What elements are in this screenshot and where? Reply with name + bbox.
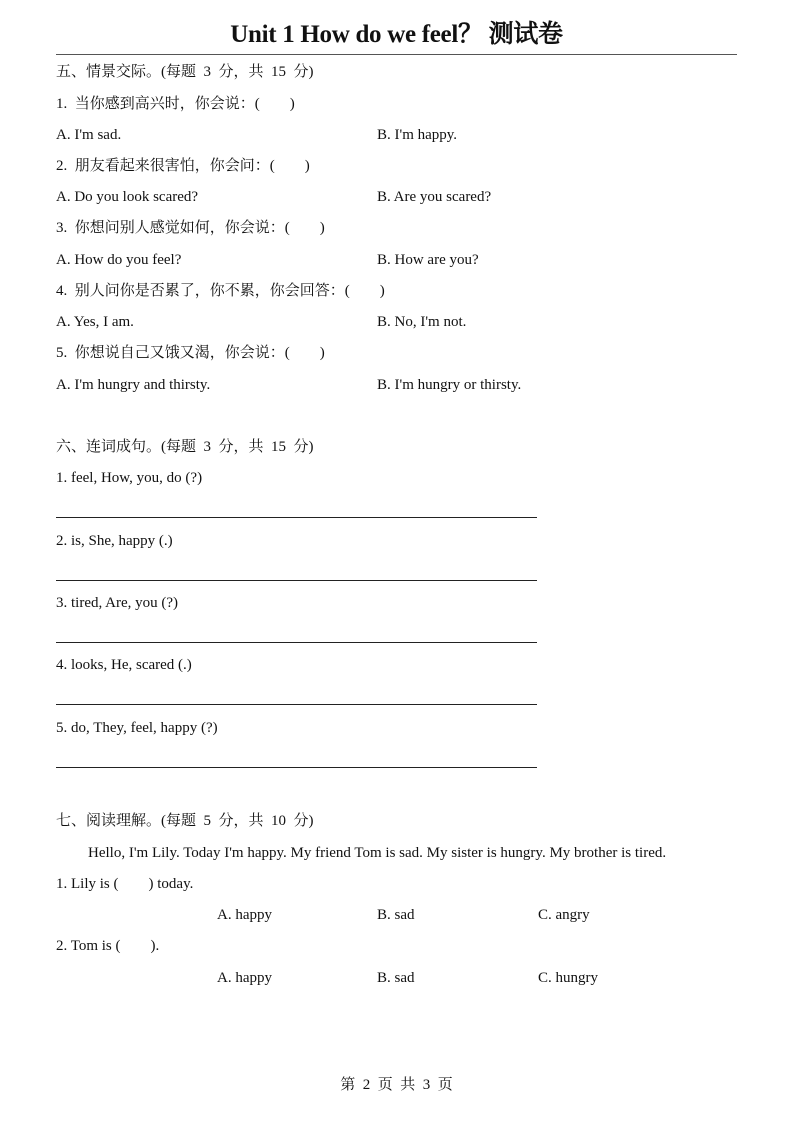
answer-line[interactable]: [56, 517, 537, 518]
page-number-footer: 第 2 页 共 3 页: [340, 1077, 453, 1093]
option-c: C. hungry: [538, 970, 598, 986]
answer-line[interactable]: [56, 580, 537, 581]
option-b: B. I'm hungry or thirsty.: [377, 377, 522, 393]
option-b: B. sad: [377, 970, 415, 986]
option-a: A. happy: [217, 907, 272, 923]
option-c: C. angry: [538, 907, 590, 923]
option-b: B. I'm happy.: [377, 127, 458, 143]
question-stem: 5. 你想说自己又饿又渴，你会说：( ): [56, 345, 325, 361]
question-stem: 1. Lily is ( ) today.: [56, 876, 194, 892]
question-stem: 2. 朋友看起来很害怕，你会问：( ): [56, 158, 310, 174]
option-b: B. How are you?: [377, 252, 479, 268]
option-a: A. I'm hungry and thirsty.: [56, 377, 211, 393]
reading-passage: Hello, I'm Lily. Today I'm happy. My friend Tom is sad. My sister is hungry. My brother is tired.: [88, 845, 667, 861]
question-stem: 1. 当你感到高兴时，你会说：( ): [56, 96, 295, 112]
section-heading-6: 六、连词成句。(每题 3 分，共 15 分): [56, 439, 314, 455]
option-b: B. No, I'm not.: [377, 314, 467, 330]
option-a: A. happy: [217, 970, 272, 986]
question-stem: 2. Tom is ( ).: [56, 938, 160, 954]
option-a: A. Yes, I am.: [56, 314, 134, 330]
question-stem: 3. 你想问别人感觉如何，你会说：( ): [56, 220, 325, 236]
question-stem: 4. 别人问你是否累了，你不累，你会回答：( ): [56, 283, 385, 299]
answer-line[interactable]: [56, 704, 537, 705]
option-a: A. I'm sad.: [56, 127, 122, 143]
answer-line[interactable]: [56, 642, 537, 643]
scrambled-words: 3. tired, Are, you (?): [56, 595, 179, 611]
option-a: A. Do you look scared?: [56, 189, 199, 205]
section-heading-5: 五、情景交际。(每题 3 分，共 15 分): [56, 64, 314, 80]
option-b: B. Are you scared?: [377, 189, 492, 205]
page-title: Unit 1 How do we feel？ 测试卷: [230, 21, 563, 48]
scrambled-words: 2. is, She, happy (.): [56, 533, 173, 549]
answer-line[interactable]: [56, 767, 537, 768]
title-divider: [56, 54, 737, 55]
scrambled-words: 5. do, They, feel, happy (?): [56, 720, 218, 736]
scrambled-words: 1. feel, How, you, do (?): [56, 470, 203, 486]
option-a: A. How do you feel?: [56, 252, 182, 268]
scrambled-words: 4. looks, He, scared (.): [56, 657, 192, 673]
section-heading-7: 七、阅读理解。(每题 5 分，共 10 分): [56, 813, 314, 829]
option-b: B. sad: [377, 907, 415, 923]
